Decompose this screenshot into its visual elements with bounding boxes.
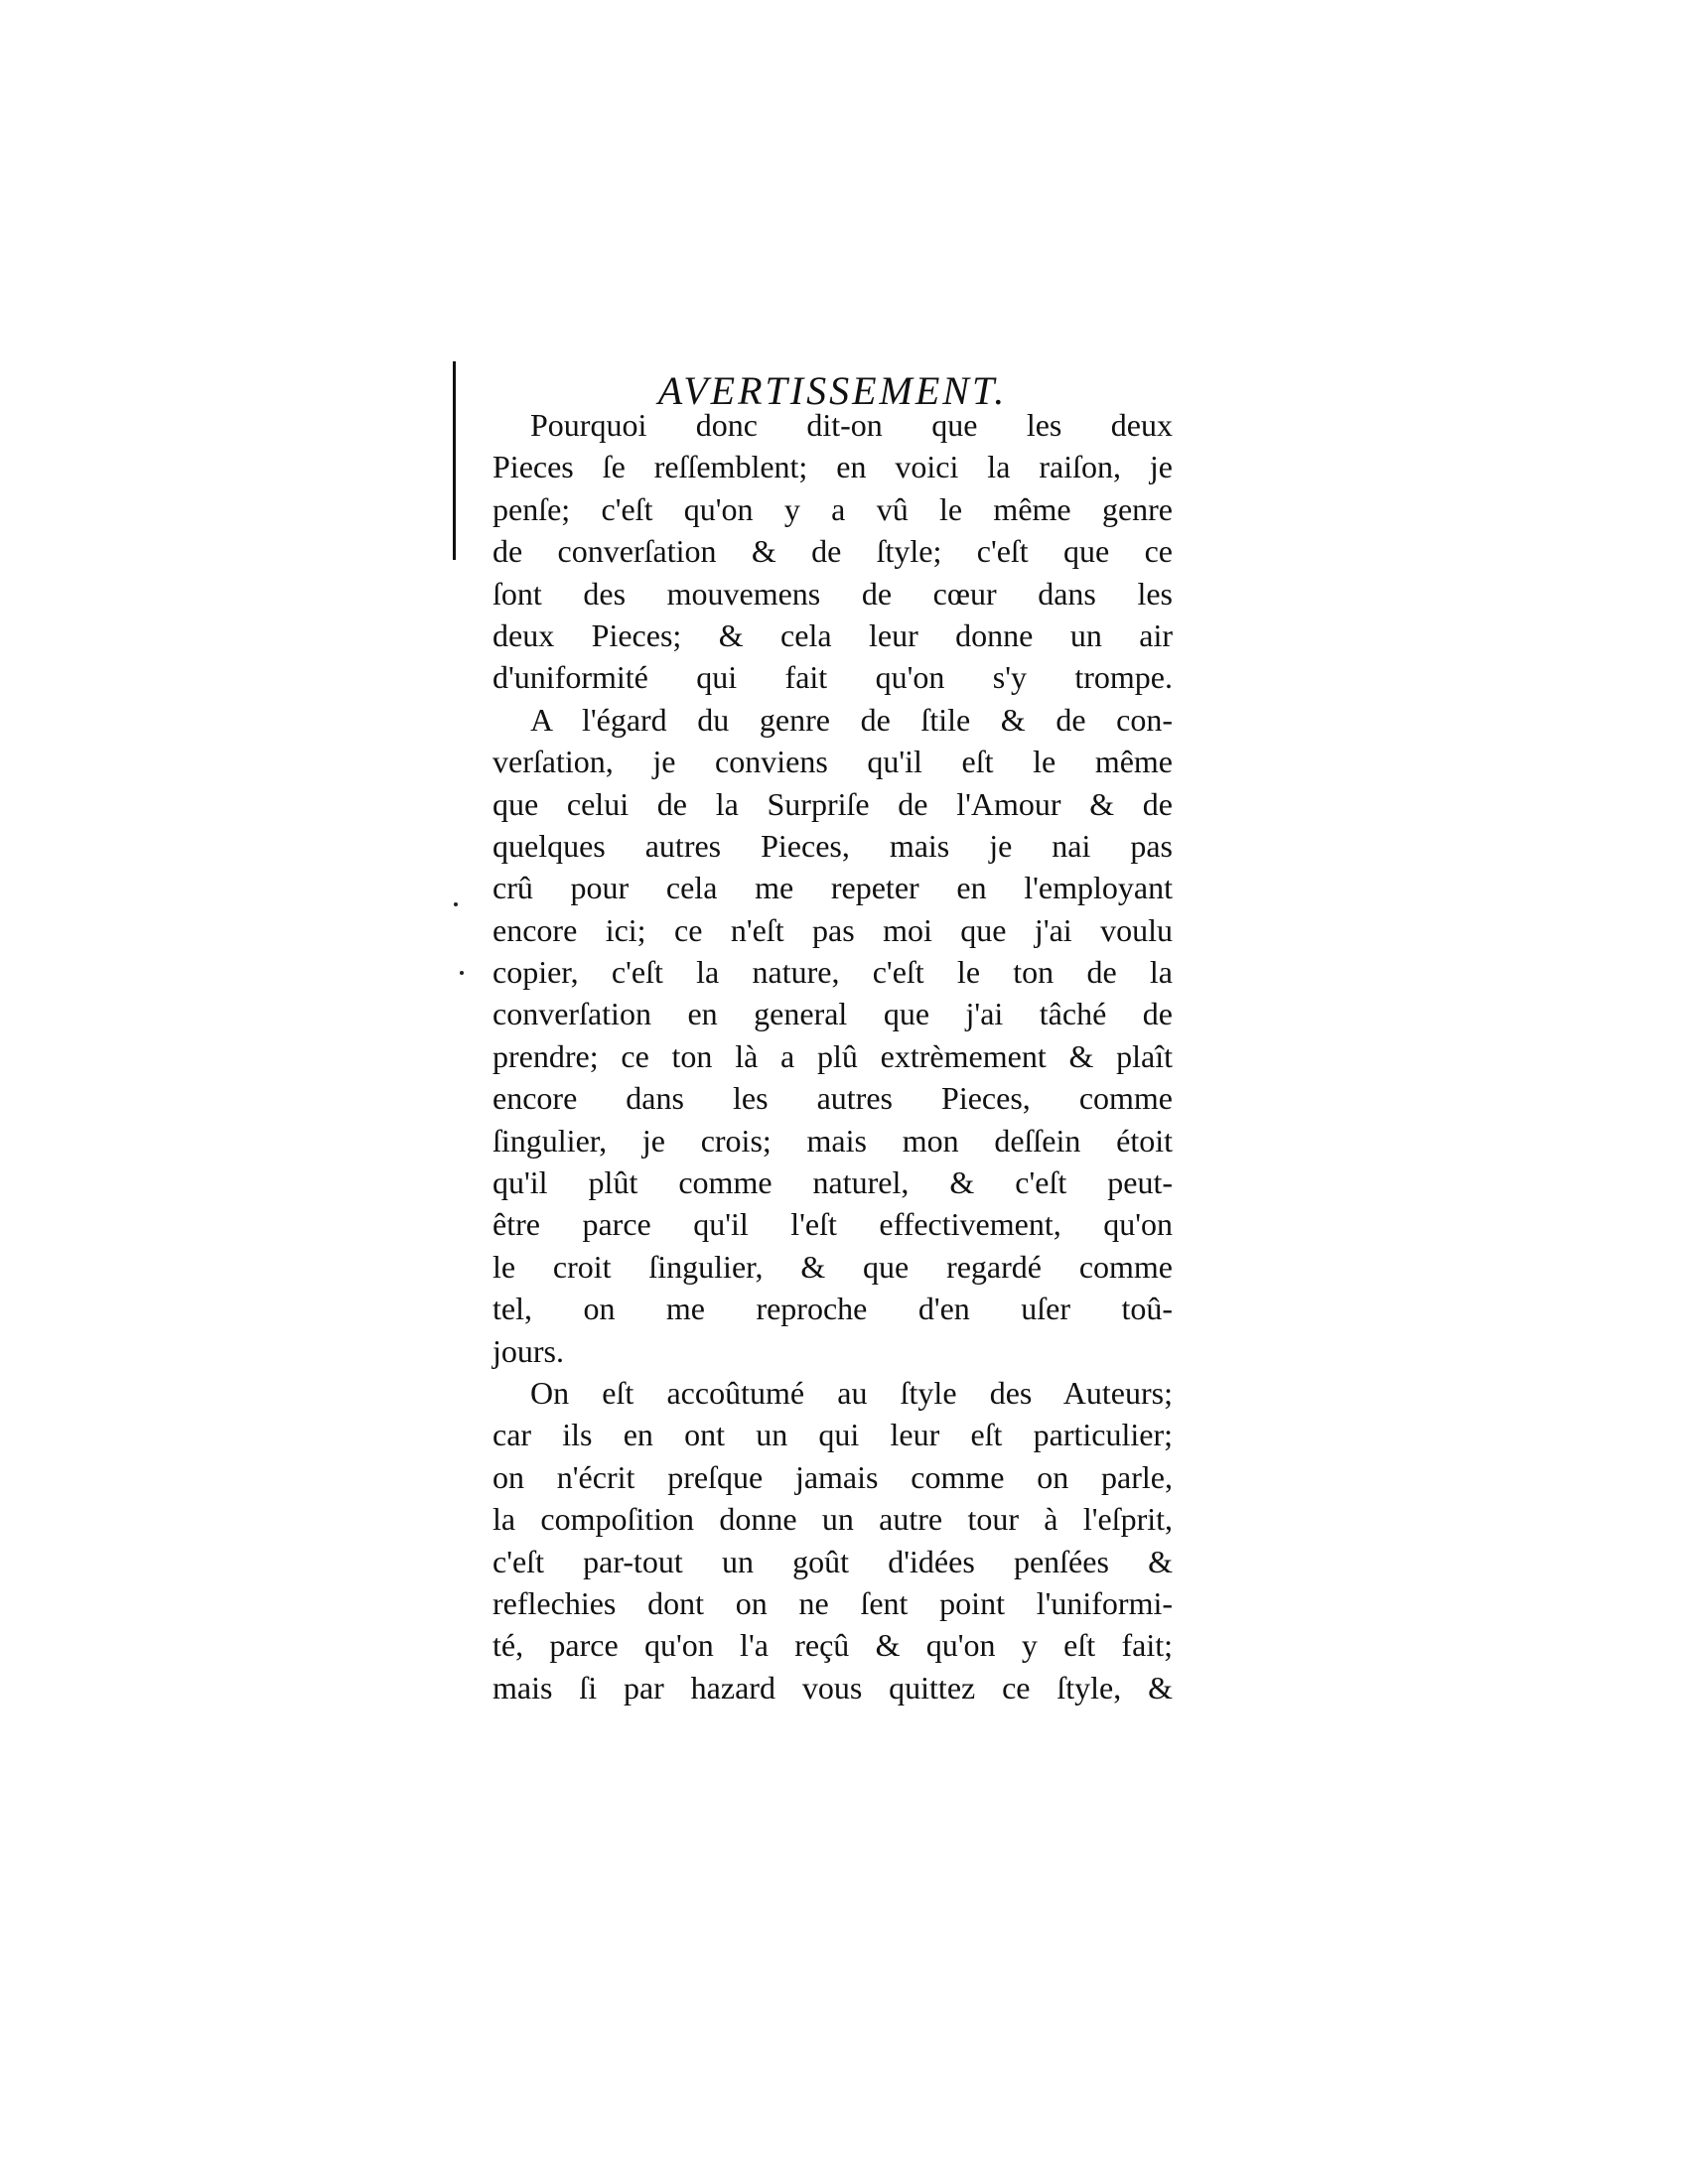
text-line: ſingulier, je crois; mais mon deſſein étoit [492,1122,1173,1159]
margin-mark [460,971,464,975]
text-line: A l'égard du genre de ſtile & de con- [530,701,1173,738]
text-line: prendre; ce ton là a plû extrèmement & plaît [492,1037,1173,1074]
text-line: de converſation & de ſtyle; c'eſt que ce [492,533,1173,570]
text-line: penſe; c'eſt qu'on y a vû le même genre [492,490,1173,527]
text-line: verſation, je conviens qu'il eſt le même [492,744,1173,780]
text-line: Pieces ſe reſſemblent; en voici la raiſon, je [492,449,1173,485]
margin-mark [454,902,458,906]
text-line: la compoſition donne un autre tour à l'eſprit, [492,1501,1173,1538]
text-line: copier, c'eſt la nature, c'eſt le ton de la [492,954,1173,991]
text-line: On eſt accoûtumé au ſtyle des Auteurs; [530,1374,1173,1411]
text-line: que celui de la Surpriſe de l'Amour & de [492,785,1173,822]
text-line: deux Pieces; & cela leur donne un air [492,616,1173,653]
text-line: tel, on me reproche d'en uſer toû- [492,1291,1173,1327]
text-line: être parce qu'il l'eſt effectivement, qu'on [492,1206,1173,1243]
text-line: d'uniformité qui fait qu'on s'y trompe. [492,659,1173,696]
text-line: encore ici; ce n'eſt pas moi que j'ai voulu [492,911,1173,948]
text-line: reflechies dont on ne ſent point l'uniformi- [492,1584,1173,1621]
text-line: c'eſt par-tout un goût d'idées penſées & [492,1543,1173,1579]
text-line: on n'écrit preſque jamais comme on parle, [492,1458,1173,1495]
body-text [492,404,1173,1708]
text-line: crû pour cela me repeter en l'employant [492,870,1173,906]
text-line: mais ſi par hazard vous quittez ce ſtyle, & [492,1669,1173,1706]
margin-rule [453,361,456,560]
page-title: AVERTISSEMENT. [657,368,1008,413]
text-line: té, parce qu'on l'a reçû & qu'on y eſt fait; [492,1627,1173,1664]
text-line: qu'il plût comme naturel, & c'eſt peut- [492,1164,1173,1201]
text-line: Pourquoi donc dit-on que les deux [530,407,1173,443]
text-line: jours. [492,1332,564,1369]
text-line: car ils en ont un qui leur eſt particulier; [492,1417,1173,1453]
text-line: ſont des mouvemens de cœur dans les [492,575,1173,612]
text-line: encore dans les autres Pieces, comme [492,1080,1173,1117]
text-line: le croit ſingulier, & que regardé comme [492,1248,1173,1285]
text-line: converſation en general que j'ai tâché de [492,996,1173,1032]
text-line: quelques autres Pieces, mais je nai pas [492,827,1173,864]
